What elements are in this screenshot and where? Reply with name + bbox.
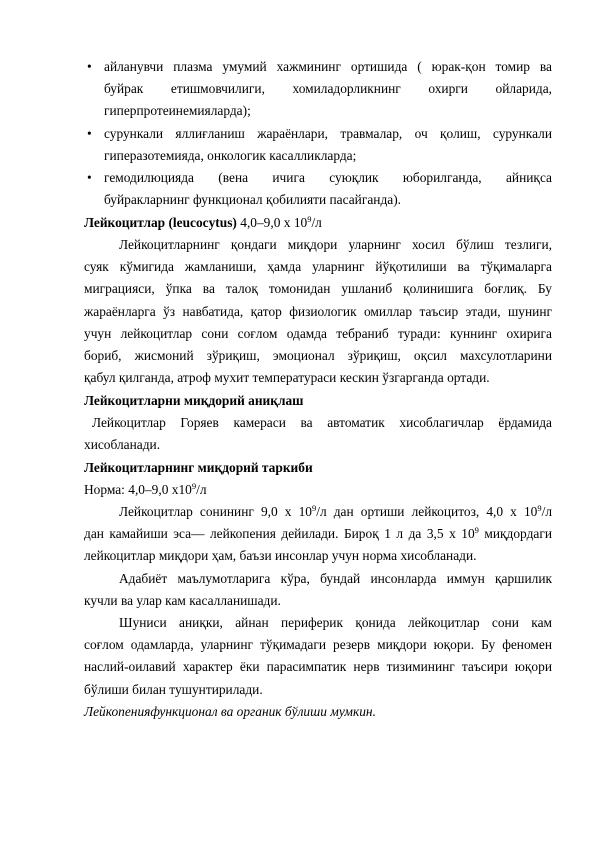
- paragraph-line: суяк кўмигида жамланиши, ҳамда уларнинг йўқотилиши ва тўқималарга: [84, 259, 552, 275]
- leukocytes-heading-title: Лейкоцитлар (leucocytus): [84, 215, 237, 230]
- paragraph-2: [84, 412, 552, 456]
- paragraph-line: Лейкоцитларнинг қондаги миқдори уларнинг хосил бўлиш тезлиги,: [119, 237, 552, 252]
- section-heading-composition: Лейкоцитларнинг миқдорий таркиби: [84, 460, 313, 475]
- paragraph-line: соғлом одамларда, уларнинг тўқимадаги резерв миқдори юқори. Бу феномен: [84, 637, 552, 653]
- bullet-icon: •: [87, 59, 92, 74]
- bullet-line: гиперпротеинемияларда);: [104, 103, 251, 119]
- bullet-icon: •: [87, 125, 92, 141]
- paragraph-line: Лейкоцитлар Горяев камераси ва автоматик хисоблагичлар ёрдамида: [92, 415, 552, 430]
- paragraph-4: [84, 568, 552, 612]
- bullet-line: гиперазотемияда, онкологик касалликларда;: [104, 147, 357, 163]
- norma-line: [84, 479, 552, 501]
- paragraph-5: [84, 612, 552, 701]
- paragraph-line: Адабиёт маълумотларига кўра, бундай инсонларда иммун қаршилик: [119, 571, 552, 586]
- bullet-list: [84, 56, 552, 211]
- exponent: 9: [191, 481, 197, 491]
- exponent: 9: [307, 214, 312, 224]
- paragraph-line: бўлиши билан тушунтирилади.: [84, 681, 263, 697]
- italic-note: Лейкопенияфункционал ва органик бўлиши мумкин.: [84, 704, 376, 719]
- text-segment: /л: [541, 504, 552, 519]
- paragraph-line: бориб, жисмоний зўриқиш, эмоционал зўриқиш, оқсил махсулотларини: [84, 348, 552, 364]
- bullet-line: буйракларнинг функционал қобилияти пасайганда).: [104, 192, 402, 208]
- paragraph-line: Шуниси аниқки, айнан периферик қонида лейкоцитлар сони кам: [119, 615, 552, 630]
- paragraph-3: [84, 501, 552, 568]
- unit: /л: [196, 482, 207, 497]
- leukocytes-heading-value: 4,0–9,0 х 10: [240, 215, 308, 230]
- paragraph-line: [84, 501, 552, 523]
- bullet-item-1: [84, 56, 552, 123]
- unit: /л: [311, 215, 322, 230]
- exponent: 9: [311, 503, 317, 513]
- paragraph-line: хисобланади.: [84, 437, 161, 453]
- norma-label: Норма: 4,0–9,0 х10: [84, 482, 192, 497]
- paragraph-1: [84, 234, 552, 389]
- paragraph-line: жараёнларга ўз навбатида, қатор физиологик омиллар таъсир этади, шунинг: [84, 303, 552, 319]
- text-segment: миқдордаги: [478, 526, 552, 542]
- paragraph-line: лейкоцитлар миқдори ҳам, баъзи инсонлар учун норма хисобланади.: [84, 548, 477, 564]
- paragraph-line: учун лейкоцитлар сони соғлом одамда тебраниб туради: куннинг охирига: [84, 325, 552, 341]
- text-segment: дан камайиши эса— лейкопения дейилади. Бироқ 1 л да 3,5 х 10: [84, 526, 475, 542]
- bullet-line: гемодилюцияда (вена ичига суюқлик юборилганда, айниқса: [104, 170, 552, 186]
- bullet-icon: •: [87, 170, 92, 186]
- exponent: 9: [537, 503, 542, 513]
- paragraph-line: қабул қилганда, атроф мухит температураси кескин ўзгарганда ортади.: [84, 370, 490, 386]
- paragraph-line: наслий-оилавий характер ёки парасимпатик нерв тизимининг таъсири юқори: [84, 659, 552, 675]
- paragraph-line: миграцияси, ўпка ва талоқ томонидан ушланиб қолинишига боғлиқ. Бу: [84, 281, 552, 297]
- paragraph-line: кучли ва улар кам касалланишади.: [84, 593, 281, 609]
- bullet-line: сурункали яллиғланиш жараёнлари, травмалар, оч қолиш, сурункали: [104, 125, 552, 141]
- bullet-item-2: [84, 123, 552, 167]
- paragraph-line: [84, 523, 552, 545]
- section-heading-count: Лейкоцитларни миқдорий аниқлаш: [84, 393, 304, 408]
- bullet-line: буйрак етишмовчилиги, хомиладорликнинг охирги ойларида,: [104, 81, 552, 97]
- text-segment: Лейкоцитлар сонининг 9,0 х 10: [119, 504, 312, 519]
- exponent: 9: [474, 525, 479, 536]
- bullet-item-3: [84, 167, 552, 211]
- bullet-line: айланувчи плазма умумий хажмининг ортишида ( юрак-қон томир ва: [104, 59, 552, 74]
- text-segment: /л дан ортиши лейкоцитоз, 4,0 х 10: [316, 504, 538, 519]
- leukocytes-heading: [84, 212, 552, 234]
